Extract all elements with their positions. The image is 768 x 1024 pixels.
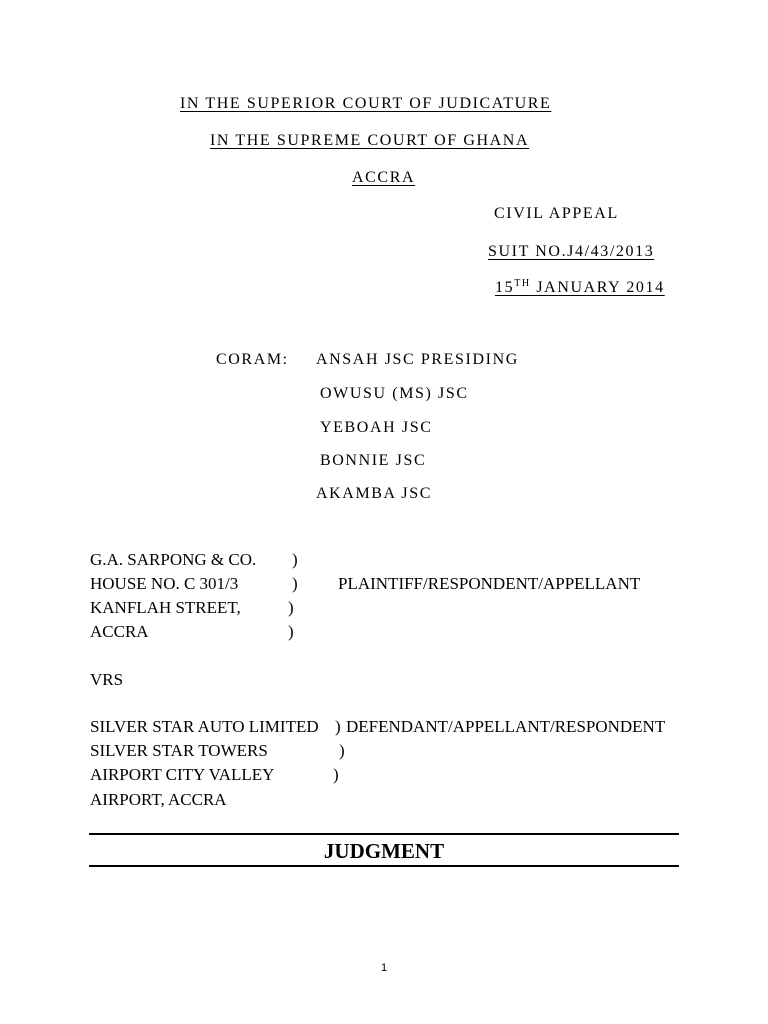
plaintiff-line: G.A. SARPONG & CO. — [90, 550, 257, 569]
defendant-bracket: ) — [339, 741, 345, 760]
defendant-bracket: ) — [335, 717, 341, 736]
case-type: CIVIL APPEAL — [494, 205, 619, 222]
plaintiff-bracket: ) — [292, 550, 298, 569]
bottom-divider — [89, 865, 679, 867]
defendant-role: DEFENDANT/APPELLANT/RESPONDENT — [346, 717, 666, 736]
coram-judge: BONNIE JSC — [320, 452, 427, 469]
versus-label: VRS — [90, 670, 124, 689]
coram-judge: OWUSU (MS) JSC — [320, 385, 469, 402]
date-day: 15 — [495, 279, 515, 296]
judgment-title: JUDGMENT — [323, 839, 445, 863]
judgment-date — [495, 278, 665, 298]
defendant-line: SILVER STAR TOWERS — [90, 741, 268, 760]
court-heading-location: ACCRA — [352, 169, 416, 186]
plaintiff-line: KANFLAH STREET, — [90, 598, 241, 617]
defendant-line: AIRPORT CITY VALLEY — [90, 765, 275, 784]
plaintiff-bracket: ) — [288, 598, 294, 617]
coram-judge: AKAMBA JSC — [316, 485, 433, 502]
coram-judge: YEBOAH JSC — [320, 419, 433, 436]
plaintiff-line: HOUSE NO. C 301/3 — [90, 574, 239, 593]
court-heading-superior: IN THE SUPERIOR COURT OF JUDICATURE — [180, 95, 552, 112]
coram-label: CORAM: — [216, 351, 289, 368]
page-number: 1 — [380, 962, 388, 974]
defendant-line: SILVER STAR AUTO LIMITED — [90, 717, 319, 736]
plaintiff-bracket: ) — [288, 622, 294, 641]
plaintiff-line: ACCRA — [90, 622, 149, 641]
court-heading-supreme: IN THE SUPREME COURT OF GHANA — [210, 132, 530, 149]
top-divider — [89, 833, 679, 835]
suit-number: SUIT NO.J4/43/2013 — [488, 243, 655, 260]
date-suffix: TH — [514, 278, 531, 289]
date-rest: JANUARY 2014 — [530, 279, 665, 296]
plaintiff-role: PLAINTIFF/RESPONDENT/APPELLANT — [338, 574, 641, 593]
coram-judge: ANSAH JSC PRESIDING — [316, 351, 519, 368]
defendant-bracket: ) — [333, 765, 339, 784]
plaintiff-bracket: ) — [292, 574, 298, 593]
defendant-line: AIRPORT, ACCRA — [90, 790, 227, 809]
